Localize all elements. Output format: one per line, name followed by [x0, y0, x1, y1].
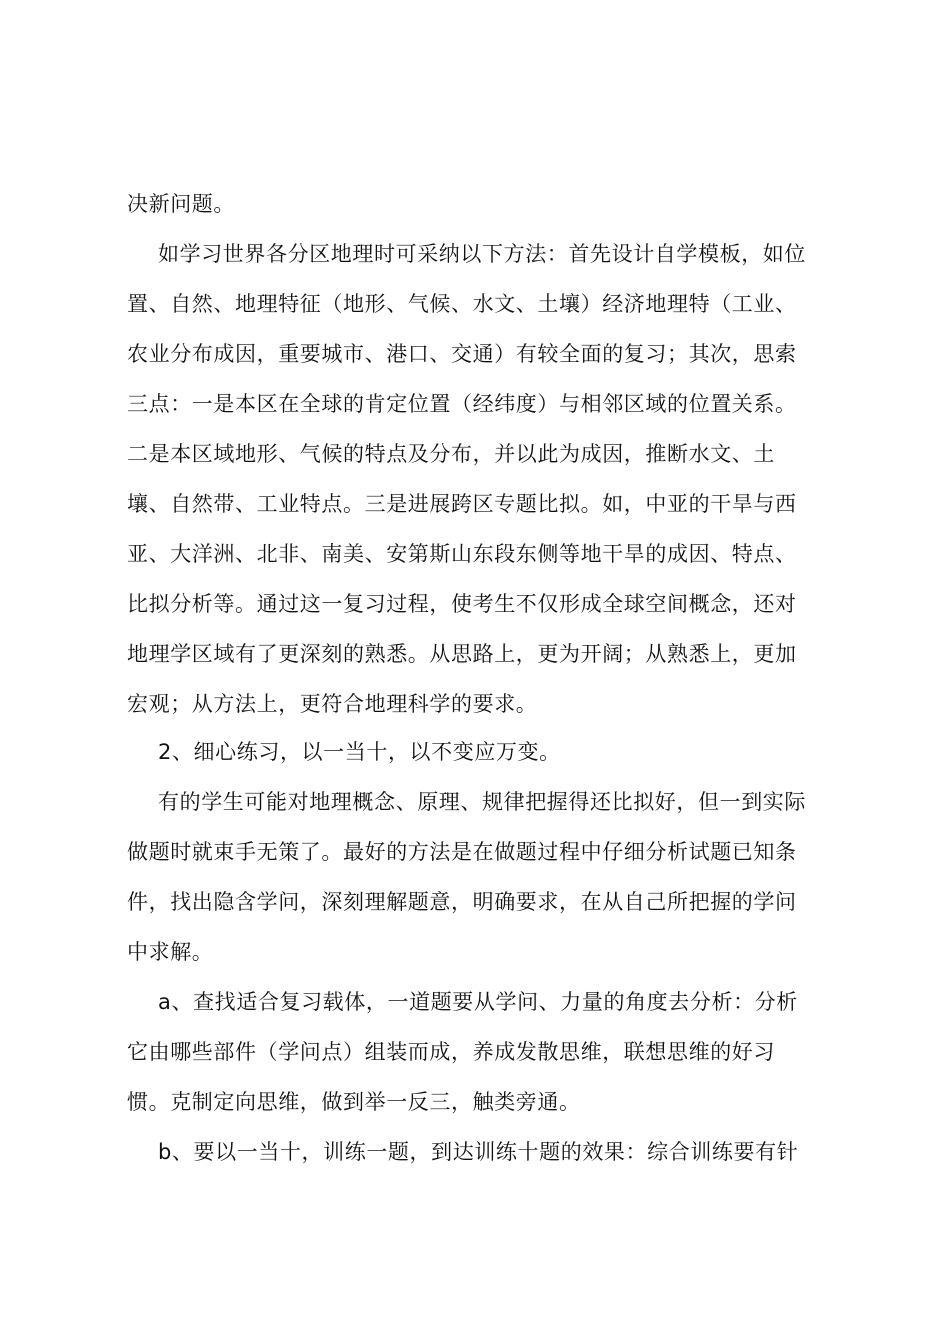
- paragraph-first-line: 如学习世界各分区地理时可采纳以下方法：首先设计自学模板，如位: [158, 242, 806, 266]
- paragraph-first-line: 有的学生可能对地理概念、原理、规律把握得还比拟好，但一到实际: [158, 790, 806, 814]
- text-line: 比拟分析等。通过这一复习过程，使考生不仅形成全球空间概念，还对: [127, 592, 797, 616]
- list-item-a-first-line: a、查找适合复习载体，一道题要从学问、力量的角度去分析：分析: [158, 990, 798, 1014]
- text-line: 惯。克制定向思维，做到举一反三，触类旁通。: [127, 1090, 581, 1114]
- text-line: 地理学区域有了更深刻的熟悉。从思路上，更为开阔；从熟悉上，更加: [127, 642, 797, 666]
- text-line: 决新问题。: [127, 192, 235, 216]
- text-line: 亚、大洋洲、北非、南美、安第斯山东段东侧等地干旱的成因、特点、: [127, 542, 797, 566]
- text-line: 农业分布成因，重要城市、港口、交通）有较全面的复习；其次，思索: [127, 342, 797, 366]
- text-line: 三点：一是本区在全球的肯定位置（经纬度）与相邻区域的位置关系。: [127, 392, 797, 416]
- list-item-b-first-line: b、要以一当十，训练一题，到达训练十题的效果：综合训练要有针: [158, 1140, 799, 1164]
- section-heading: 2、细心练习，以一当十，以不变应万变。: [158, 740, 561, 764]
- text-line: 壤、自然带、工业特点。三是进展跨区专题比拟。如，中亚的干旱与西: [127, 492, 797, 516]
- text-line: 置、自然、地理特征（地形、气候、水文、土壤）经济地理特（工业、: [127, 292, 797, 316]
- text-line: 它由哪些部件（学问点）组装而成，养成发散思维，联想思维的好习: [127, 1040, 775, 1064]
- text-line: 件，找出隐含学问，深刻理解题意，明确要求，在从自己所把握的学问: [127, 890, 797, 914]
- text-line: 中求解。: [127, 940, 214, 964]
- text-line: 做题时就束手无策了。最好的方法是在做题过程中仔细分析试题已知条: [127, 840, 797, 864]
- text-line: 宏观；从方法上，更符合地理科学的要求。: [127, 692, 538, 716]
- text-line: 二是本区域地形、气候的特点及分布，并以此为成因，推断水文、土: [127, 442, 775, 466]
